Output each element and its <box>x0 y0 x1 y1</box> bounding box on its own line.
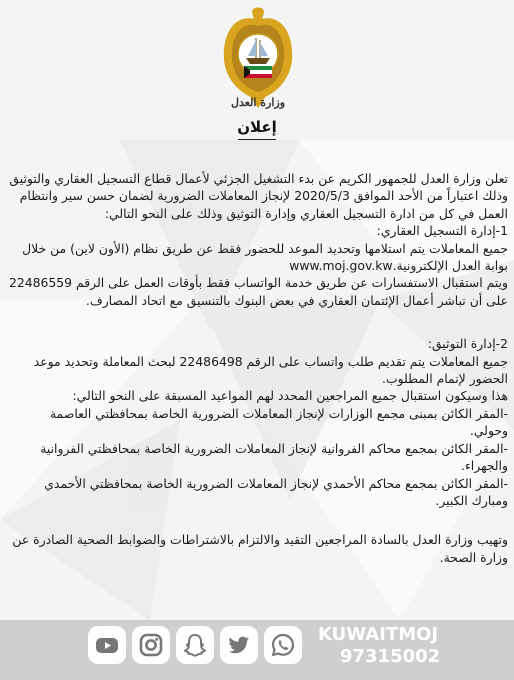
body-line: الحضور لإتمام المطلوب. <box>382 371 508 387</box>
whatsapp-icon[interactable] <box>264 626 302 664</box>
body-line: ومبارك الكبير. <box>435 492 508 508</box>
body-line: ويتم استقبال الاستفسارات عن طريق خدمة الواتساب فقط بأوقات العمل على الرقم 22486559 <box>9 275 508 291</box>
body-line: وتهيب وزارة العدل بالسادة المراجعين التقيد والالتزام بالاشتراطات والضوابط الصحية الصادرة عن <box>12 532 508 548</box>
section-heading: 1-إدارة التسجيل العقاري: <box>376 223 508 239</box>
body-line: وحولي. <box>469 423 508 439</box>
twitter-icon[interactable] <box>220 626 258 664</box>
title-underline <box>238 139 276 140</box>
social-footer-bar <box>0 620 514 680</box>
section-heading: 2-إدارة التوثيق: <box>427 336 508 352</box>
ministry-name: وزارة العدل <box>230 96 286 109</box>
notice-title: إعلان <box>237 118 277 136</box>
body-line: -المقر الكائن بمبنى مجمع الوزارات لإنجاز المعاملات الضرورية الخاصة بمحافظتي العاصمة <box>50 405 508 421</box>
announcement-body <box>6 170 508 566</box>
brand-block <box>318 624 494 668</box>
body-line: هذا وسيكون استقبال جميع المراجعين المحدد لهم المواعيد المسبقة على النحو التالي: <box>72 388 508 404</box>
body-line: بوابة العدل الإلكترونية.www.moj.gov.kw <box>289 258 508 274</box>
body-line: والجهراء. <box>461 458 508 474</box>
body-line: -المقر الكائن بمجمع محاكم الفروانية لإنجاز المعاملات الضرورية الخاصة بمحافظتي الفروانية <box>40 440 508 456</box>
instagram-icon[interactable] <box>132 626 170 664</box>
body-line: تعلن وزارة العدل للجمهور الكريم عن بدء التشغيل الجزئي لأعمال قطاع التسجيل العقاري والتوثيق <box>9 171 508 186</box>
youtube-icon[interactable] <box>88 626 126 664</box>
snapchat-icon[interactable] <box>176 626 214 664</box>
body-line: جميع المعاملات يتم تقديم طلب واتساب على الرقم 22486498 لبحث المعاملة وتحديد موعد <box>33 353 508 369</box>
brand-name: KUWAITMOJ <box>318 624 439 645</box>
phone-number: 97315002 <box>340 646 441 667</box>
body-line: جميع المعاملات يتم استلامها وتحديد الموعد للحضور فقط عن طريق نظام (الأون لاين) من خلال <box>22 240 508 256</box>
body-line: وذلك اعتباراً من الأحد الموافق 2020/5/3 لإنجاز المعاملات الضرورية لضمان حسن سير وانتظام <box>19 188 508 204</box>
body-line: وزارة الصحة. <box>439 549 508 565</box>
body-line: -المقر الكائن بمجمع محاكم الأحمدي لإنجاز المعاملات الضرورية الخاصة بمحافظتي الأحمدي <box>44 475 508 491</box>
body-line: العمل في كل من ادارة التسجيل العقاري وإدارة التوثيق وذلك على النحو التالي: <box>104 205 508 221</box>
body-line: على أن تباشر أعمال الإئتمان العقاري في بعض البنوك بالتنسيق مع اتحاد المصارف. <box>85 292 508 308</box>
